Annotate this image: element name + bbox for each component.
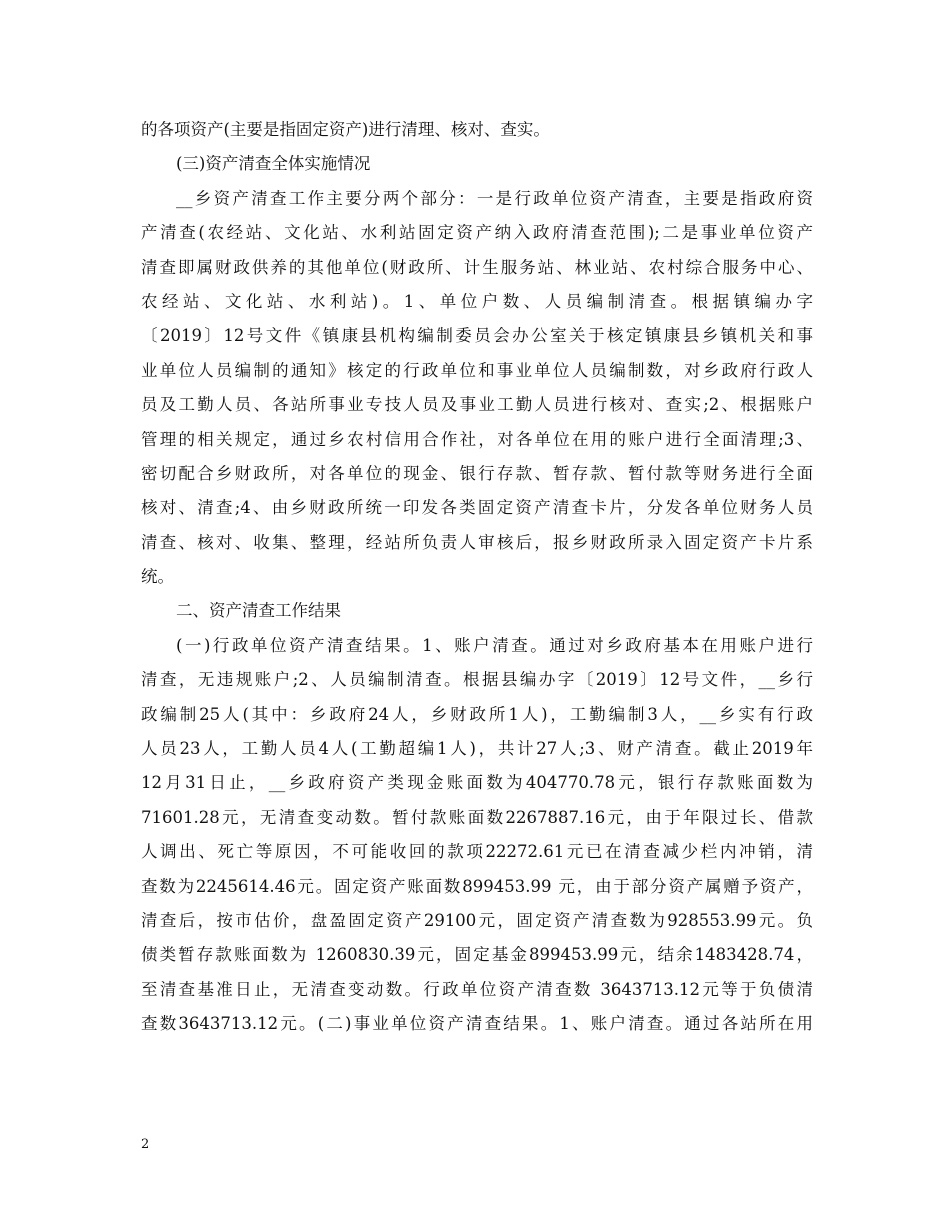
text-line: 人员23人，工勤人员4人(工勤超编1人)，共计27人;3、财产清查。截止2019年 [141,739,813,759]
text-line: 查数为2245614.46元。固定资产账面数899453.99 元，由于部分资产属赠予资产， [141,876,813,896]
text-line: 管理的相关规定，通过乡农村信用合作社，对各单位在用的账户进行全面清理;3、 [141,429,813,449]
text-line: 核对、清查;4、由乡财政所统一印发各类固定资产清查卡片，分发各单位财务人员 [141,498,813,518]
text-line: 清查，无违规账户;2、人员编制清查。根据县编办字〔2019〕12号文件，__乡行 [141,670,813,690]
text-line: (一)行政单位资产清查结果。1、账户清查。通过对乡政府基本在用账户进行 [176,635,813,655]
text-line: 清查、核对、收集、整理，经站所负责人审核后，报乡财政所录入固定资产卡片系 [141,532,813,552]
text-line: 至清查基准日止，无清查变动数。行政单位资产清查数 3643713.12元等于负债清 [141,979,813,999]
text-line: 查数3643713.12元。(二)事业单位资产清查结果。1、账户清查。通过各站所在用 [141,1014,813,1034]
text-line: 员及工勤人员、各站所事业专技人员及事业工勤人员进行核对、查实;2、根据账户 [141,395,813,415]
text-line: 清查后，按市估价，盘盈固定资产29100元，固定资产清查数为928553.99元。负 [141,910,813,930]
page-number: 2 [141,1137,150,1152]
text-line: 密切配合乡财政所，对各单位的现金、银行存款、暂存款、暂付款等财务进行全面 [141,463,813,483]
text-line: __乡资产清查工作主要分两个部分：一是行政单位资产清查，主要是指政府资 [176,188,813,208]
text-line: 12月31日止，__乡政府资产类现金账面数为404770.78元，银行存款账面数为 [141,773,813,793]
text-line: 农经站、文化站、水利站)。1、单位户数、人员编制清查。根据镇编办字 [141,291,813,311]
text-line: 的各项资产(主要是指固定资产)进行清理、核对、查实。 [141,120,550,139]
text-line: 政编制25人(其中：乡政府24人，乡财政所1人)，工勤编制3人，__乡实有行政 [141,704,813,724]
text-line: 统。 [141,567,174,587]
text-line: 债类暂存款账面数为 1260830.39元，固定基金899453.99元，结余1483428.74， [141,945,813,965]
text-line: 71601.28元，无清查变动数。暂付款账面数2267887.16元，由于年限过长、借款 [141,807,813,827]
text-line: 清查即属财政供养的其他单位(财政所、计生服务站、林业站、农村综合服务中心、 [141,257,813,277]
text-line: 〔2019〕12号文件《镇康县机构编制委员会办公室关于核定镇康县乡镇机关和事 [141,326,813,346]
text-line: 业单位人员编制的通知》核定的行政单位和事业单位人员编制数，对乡政府行政人 [141,360,813,380]
document-body [141,113,813,1042]
text-line: 产清查(农经站、文化站、水利站固定资产纳入政府清查范围);二是事业单位资产 [141,223,813,243]
section-heading: (三)资产清查全体实施情况 [176,154,371,174]
text-line: 人调出、死亡等原因，不可能收回的款项22272.61元已在清查减少栏内冲销，清 [141,842,813,862]
section-heading: 二、资产清查工作结果 [176,601,341,621]
